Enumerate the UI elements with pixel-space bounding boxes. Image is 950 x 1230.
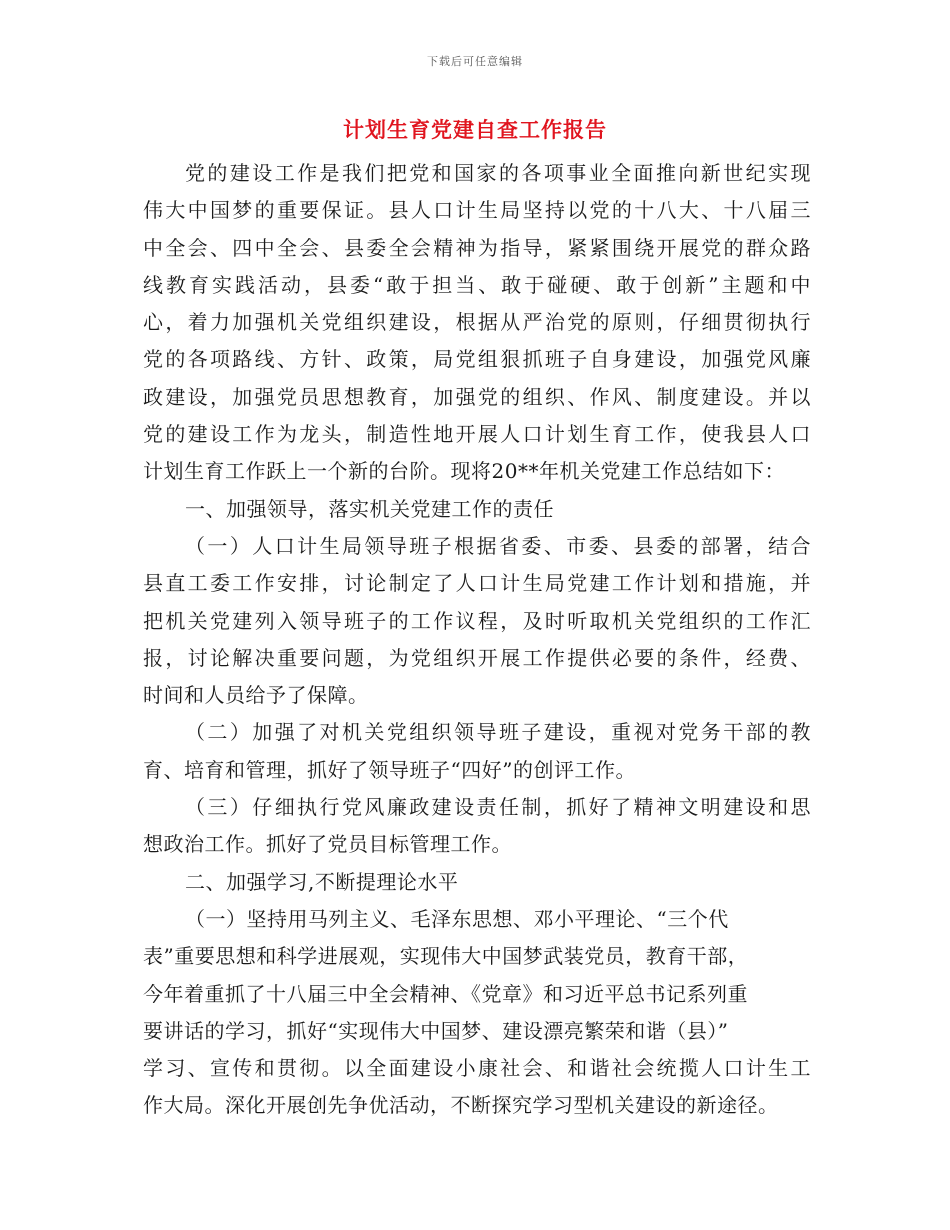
paragraph-line: 计划生育工作跃上一个新的台阶。现将20**年机关党建工作总结如下： [143, 459, 785, 484]
paragraph-line: 时间和人员给予了保障。 [143, 683, 369, 708]
paragraph-line: （三）仔细执行党风廉政建设责任制，抓好了精神文明建设和思 [185, 795, 811, 820]
paragraph-line: 把机关党建列入领导班子的工作议程，及时听取机关党组织的工作汇 [143, 608, 811, 633]
header-note: 下载后可任意编辑 [427, 55, 523, 68]
paragraph-line: 想政治工作。抓好了党员目标管理工作。 [143, 832, 512, 857]
paragraph-line: 线教育实践活动，县委“敢于担当、敢于碰硬、敢于创新”主题和中 [143, 272, 811, 297]
paragraph-line: 作大局。深化开展创先争优活动，不断探究学习型机关建设的新途径。 [143, 1093, 779, 1118]
paragraph-line: （一）人口计生局领导班子根据省委、市委、县委的部署，结合 [185, 533, 811, 558]
paragraph-line: 育、培育和管理，抓好了领导班子“四好”的创评工作。 [143, 757, 636, 782]
section-heading: 一、加强领导，落实机关党建工作的责任 [185, 496, 554, 521]
paragraph-line: 伟大中国梦的重要保证。县人口计生局坚持以党的十八大、十八届三 [143, 198, 811, 223]
paragraph-line: （一）坚持用马列主义、毛泽东思想、邓小平理论、“三个代 [185, 906, 729, 931]
paragraph-line: 报，讨论解决重要问题，为党组织开展工作提供必要的条件，经费、 [143, 645, 811, 670]
paragraph-line: 心，着力加强机关党组织建设，根据从严治党的原则，仔细贯彻执行 [143, 310, 811, 335]
paragraph-line: 学习、宣传和贯彻。以全面建设小康社会、和谐社会统揽人口计生工 [143, 1056, 811, 1081]
document-body [143, 155, 811, 1125]
paragraph-line: 党的建设工作为龙头，制造性地开展人口计划生育工作，使我县人口 [143, 422, 811, 447]
paragraph-line: 要讲话的学习，抓好“实现伟大中国梦、建设漂亮繁荣和谐（县）” [143, 1018, 729, 1043]
section-heading: 二、加强学习,不断提理论水平 [185, 869, 459, 894]
paragraph-line: 党的各项路线、方针、政策，局党组狠抓班子自身建设，加强党风廉 [143, 347, 811, 372]
document-title: 计划生育党建自查工作报告 [343, 117, 607, 142]
paragraph-line: 中全会、四中全会、县委全会精神为指导，紧紧围绕开展党的群众路 [143, 235, 811, 260]
paragraph-line: 政建设，加强党员思想教育，加强党的组织、作风、制度建设。并以 [143, 384, 811, 409]
paragraph-line: 党的建设工作是我们把党和国家的各项事业全面推向新世纪实现 [185, 161, 811, 185]
paragraph-line: 今年着重抓了十八届三中全会精神、《党章》和习近平总书记系列重 [143, 981, 748, 1006]
paragraph-line: 表”重要思想和科学进展观，实现伟大中国梦武装党员，教育干部， [143, 944, 749, 969]
paragraph-line: 县直工委工作安排，讨论制定了人口计生局党建工作计划和措施，并 [143, 571, 811, 596]
paragraph-line: （二）加强了对机关党组织领导班子建设，重视对党务干部的教 [185, 720, 811, 745]
